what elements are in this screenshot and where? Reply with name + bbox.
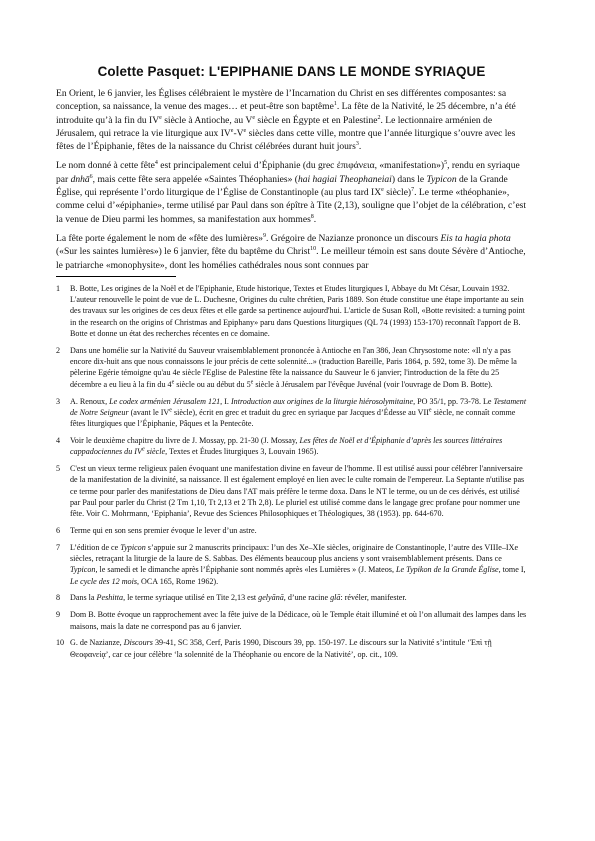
footnote-text: Dans une homélie sur la Nativité du Sauveur vraisemblablement prononcée à Antioche en l'an 386, Jean Chrysostome note: «Il n'y a pas encore dix-huit ans que nous connaissons le jour précis de cette solennité...» (traduction Bareille, Paris 1864, p. 592, tome 3). De même la pèlerine Egérie témoigne qu'au 4e siècle l'Eglise de Palestine fête la naissance du Sauveur le 6 janvier; l'introduction de la fête du 25 décembre a eu lieu à la fin du 4e siècle ou au début du 5e siècle à Jérusalem par l'évêque Juvénal (voir l'ouvrage de Dom B. Botte). — [70, 345, 517, 389]
footnote — [56, 592, 527, 603]
footnote-number: 10 — [56, 638, 65, 648]
footnote-number: 1 — [56, 283, 61, 293]
footnote-text: L’édition de ce Typicon s’appuie sur 2 manuscrits principaux: l’un des Xe–XIe siècles, originaire de Constantinople, l’autre des VIIIe–IXe siècles, retraçant la liturgie de la laure de S. Sabbas. Des éléments beaucoup plus anciens y sont vraisemblablement présents. Dans ce Typicon, le samedi et le dimanche après l’Épiphanie sont nommés après «les Lumières » (J. Mateos, Le Typikon de la Grande Église, tome I, Le cycle des 12 mois, OCA 165, Rome 1962). — [70, 542, 526, 586]
footnote-number: 3 — [56, 396, 61, 406]
footnote-text: Dans la Peshitta, le terme syriaque utilisé en Tite 2,13 est gelyānā, d’une racine glā: révéler, manifester. — [70, 593, 407, 603]
body-paragraph: En Orient, le 6 janvier, les Églises célébraient le mystère de l’Incarnation du Christ en ses différentes composantes: sa conception, sa naissance, la venue des mages… et peut-être son baptême$^1$. La fête de la Nativité, le 25 décembre, n’a été introduite qu’à la fin du IVe siècle à Antioche, au Ve siècle en Égypte et en Palestine$^2$. Le lectionnaire arménien de Jérusalem, qui retrace la vie liturgique aux IVe-Ve siècles dans cette ville, montre que l’année liturgique s’ouvre avec les fêtes de l’Épiphanie, fêtes de la naissance du Christ célébrées durant huit jours$^3$. — [56, 88, 516, 153]
footnote — [56, 525, 527, 536]
footnote-number: 8 — [56, 593, 61, 603]
footnote-number: 7 — [56, 542, 61, 552]
footnote — [56, 435, 527, 458]
footnote-text: C'est un vieux terme religieux païen évoquant une manifestation divine en faveur de l'homme. Il est utilisé aussi pour célébrer l'anniversaire de la manifestation de la divinité, sa naissance. Il est également employé en lien avec le culte romain de l'empereur. La Septante n'utilise pas ce terme pour parler des manifestations de Dieu dans l'AT mais préfère le terme doxa. Dans le NT le terme, ou un de ces dérivés, est utilisé par Paul pour parler du Christ (2 Tm 1,10, Tt 2,13 et 2 Th 2,8). Le pluriel est utilisé comme dans le langage grec profane pour nommer une fête. Voir C. Mohrmann, ‘Epiphania’, Revue des Sciences Philosophiques et Théologiques, 38 (1953). pp. 644-670. — [70, 464, 525, 519]
footnotes — [56, 283, 527, 660]
body-paragraph: Le nom donné à cette fête$^4$ est principalement celui d’Épiphanie (du grec ἐπιφάνεια, «manifestation»)$^5$, rendu en syriaque par dnhā$^6$, mais cette fête sera appelée «Saintes Théophanies» (hai hagiai Theophaneiai) dans le Typicon de la Grande Église, qui représente l’ordo liturgique de l’Église de Constantinople (au plus tard IXe siècle)$^7$. Le terme «théophanie», comme celui d’«épiphanie», terme utilisé par Paul dans son épître à Tite (2,13), souligne que l’objet de la célébration, c’est la venue de Dieu parmi les hommes, sa manifestation aux hommes$^8$. — [56, 160, 527, 225]
footnote-text: Dom B. Botte évoque un rapprochement avec la fête juive de la Dédicace, où le Temple était illuminé et où l’on allumait des lampes dans les maisons, mais la date ne correspond pas au 6 janvier. — [70, 610, 527, 631]
footnote — [56, 542, 527, 587]
body-paragraph: La fête porte également le nom de «fête des lumières»$^9$. Grégoire de Nazianze prononce un discours Eis ta hagia phota («Sur les saintes lumières») le 6 janvier, fête du baptême du Christ$^{10}$. Le meilleur témoin est sans doute Sévère d’Antioche, le patriarche «monophysite», dont les homélies cathédrales nous sont connues par — [56, 232, 526, 271]
footnote — [56, 345, 527, 390]
footnote — [56, 609, 527, 632]
footnote — [56, 637, 527, 660]
footnote-text: B. Botte, Les origines de la Noël et de l'Epiphanie, Etude historique, Textes et Etudes liturgiques I, Abbaye du Mt César, Louvain 1932. L'auteur renouvelle le point de vue de L. Duchesne, Origines du culte chrétien, Paris 1889. Son étude constitue une étape importante au sein des travaux sur les origines de ces deux fêtes et elle garde sa pertinence aujourd'hui. L'article de Susan Roll, «Botte revisited: a turning point in the research on the origins of Christmas and Epiphany» paru dans Questions liturgiques (QL 74 (1993) 153-170) reconnaît l'apport de B. Botte et donne un état des recherches récentes en ce domaine. — [70, 283, 525, 339]
footnote-number: 2 — [56, 345, 61, 355]
body-text — [56, 87, 527, 272]
footnote — [56, 283, 527, 339]
footnote-text: Voir le deuxième chapitre du livre de J. Mossay, pp. 21-30 (J. Mossay, Les fêtes de Noël et d’Épiphanie d’après les sources littéraires cappadociennes du IVe siècle, Textes et Études liturgiques 3, Louvain 1965). — [70, 435, 503, 457]
footnote-text: A. Renoux, Le codex arménien Jérusalem 121, I. Introduction aux origines de la liturgie hiérosolymitaine, PO 35/1, pp. 73-78. Le Testament de Notre Seigneur (avant le IVe siècle), écrit en grec et traduit du grec en syriaque par Jacques d’Édesse au VIIe siècle, ne connaît comme fêtes liturgiques que l’Épiphanie, Pâques et la Pentecôte. — [70, 396, 527, 429]
footnote-text: G. de Nazianze, Discours 39-41, SC 358, Cerf, Paris 1990, Discours 39, pp. 150-197. Le discours sur la Nativité s’intitule ‘Ἐπὶ τῇ Θεοφανείᾳ’, car ce jour célèbre ‘la solennité de la Théophanie ou encore de la Nativité’, op. cit., 109. — [70, 638, 492, 659]
page-title: Colette Pasquet: L'EPIPHANIE DANS LE MONDE SYRIAQUE — [97, 64, 486, 79]
footnote — [56, 463, 527, 519]
footnote-number: 5 — [56, 464, 61, 474]
footnote — [56, 396, 527, 430]
footnote-number: 4 — [56, 435, 61, 445]
footnote-number: 6 — [56, 526, 61, 535]
footnote-number: 9 — [56, 610, 61, 620]
footnote-separator — [56, 276, 176, 277]
footnote-text: Terme qui en son sens premier évoque le lever d’un astre. — [70, 526, 257, 535]
